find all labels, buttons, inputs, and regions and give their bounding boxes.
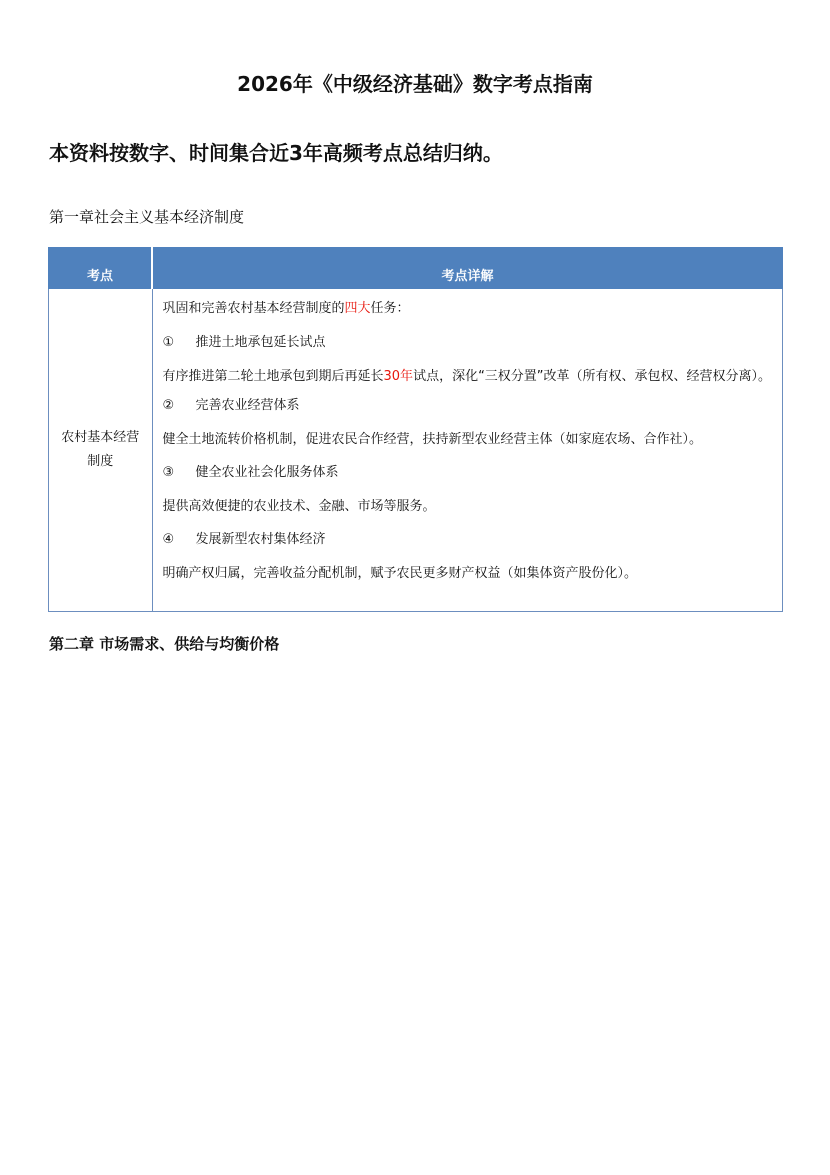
chapter-2-heading: 第二章 市场需求、供给与均衡价格 xyxy=(49,635,280,653)
item-4-number: ④ xyxy=(162,532,175,547)
item-3-title-line xyxy=(163,463,773,483)
item-1-title: 推进土地承包延长试点 xyxy=(195,334,326,350)
key-points-table xyxy=(48,247,783,612)
item-4-title: 发展新型农村集体经济 xyxy=(195,532,326,547)
detail-intro xyxy=(163,299,773,319)
topic-cell xyxy=(49,289,153,612)
detail-cell xyxy=(152,289,783,612)
intro-suffix: 任务： xyxy=(370,301,410,316)
item-4-description: 明确产权归属，完善收益分配机制，赋予农民更多财产权益（如集体资产股份化）。 xyxy=(162,565,638,581)
header-topic: 考点 xyxy=(49,248,153,289)
item-2-title-line xyxy=(163,396,773,416)
document-title: 2026年《中级经济基础》数字考点指南 xyxy=(237,72,593,96)
item-4-title-line xyxy=(163,530,773,550)
intro-highlight: 四大 xyxy=(344,301,371,316)
item-2-title: 完善农业经营体系 xyxy=(195,398,300,413)
item-2-number: ② xyxy=(162,398,175,413)
item-1-desc-highlight: 30年 xyxy=(383,369,414,384)
item-1-desc-suffix: 试点，深化“三权分置”改革（所有权、承包权、经营权分离）。 xyxy=(413,369,772,384)
header-detail: 考点详解 xyxy=(152,248,783,289)
item-1-title-line xyxy=(163,333,773,353)
item-1-description xyxy=(163,366,773,388)
item-3-description: 提供高效便捷的农业技术、金融、市场等服务。 xyxy=(162,498,436,514)
table-row xyxy=(49,289,783,612)
item-1-desc-prefix: 有序推进第二轮土地承包到期后再延长 xyxy=(162,369,384,384)
intro-text: 本资料按数字、时间集合近3年高频考点总结归纳。 xyxy=(49,141,503,165)
table-header-row xyxy=(49,248,783,289)
item-1-number: ① xyxy=(162,334,175,350)
topic-line-1: 农村基本经营 xyxy=(61,430,140,445)
item-2-description: 健全土地流转价格机制，促进农民合作经营，扶持新型农业经营主体（如家庭农场、合作社）。 xyxy=(162,431,703,447)
intro-prefix: 巩固和完善农村基本经营制度的 xyxy=(162,301,345,316)
chapter-1-heading: 第一章社会主义基本经济制度 xyxy=(49,208,245,226)
topic-line-2: 制度 xyxy=(87,454,114,469)
item-3-title: 健全农业社会化服务体系 xyxy=(195,465,339,480)
item-3-number: ③ xyxy=(162,465,175,480)
